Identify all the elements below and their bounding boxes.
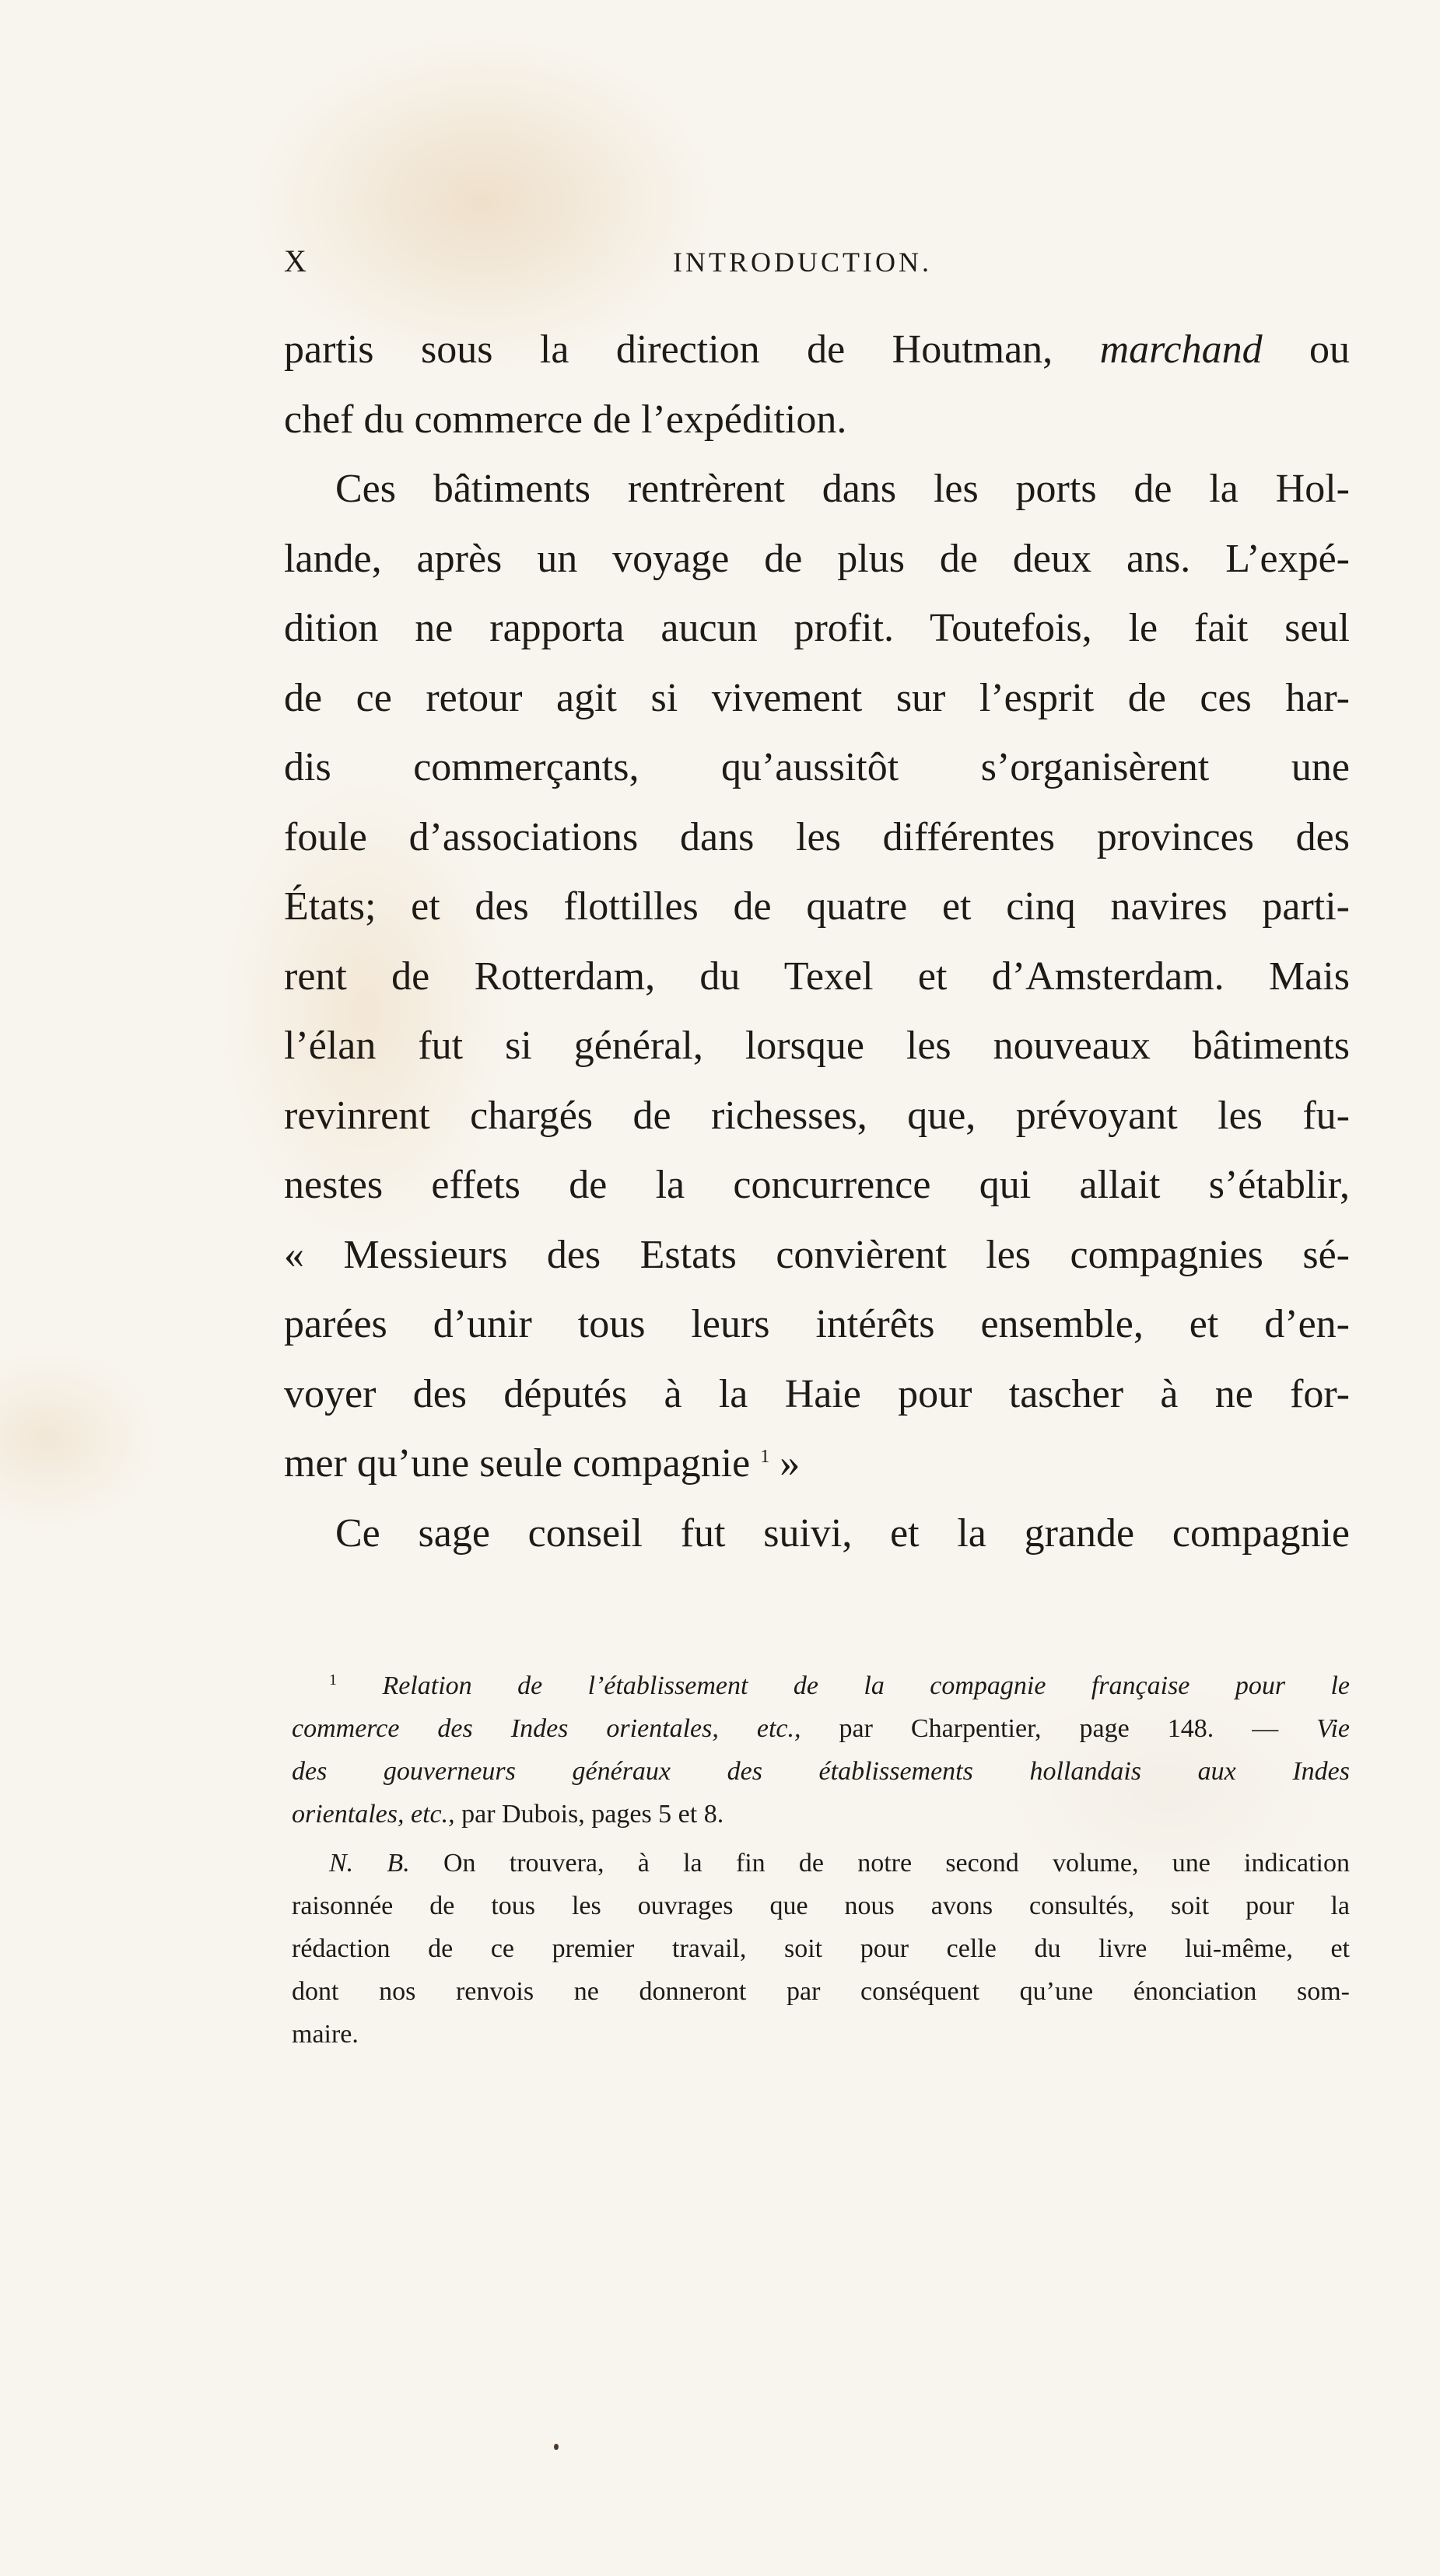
footnote-line: orientales, etc., par Dubois, pages 5 et 8.	[292, 1800, 724, 1829]
footnote-line: dont nos renvois ne donneront par conséquent qu’une énonciation som-	[292, 1977, 1350, 2006]
text-line: États; et des flottilles de quatre et cinq navires parti-	[284, 884, 1350, 929]
italic-word: marchand	[1099, 327, 1263, 372]
text-line: Ce sage conseil fut suivi, et la grande compagnie	[335, 1510, 1350, 1556]
text-line: lande, après un voyage de plus de deux ans. L’expé-	[284, 536, 1350, 581]
footnote-line: $^1$ Relation de l’établissement de la compagnie française pour le	[329, 1671, 1351, 1700]
footnote-line: raisonnée de tous les ouvrages que nous avons consultés, soit pour la	[292, 1892, 1350, 1920]
footnote-line: N. B. On trouvera, à la fin de notre second volume, une indication	[329, 1849, 1351, 1878]
text-line: chef du commerce de l’expédition.	[284, 397, 847, 442]
text-line: revinrent chargés de richesses, que, prévoyant les fu-	[284, 1093, 1350, 1138]
footnote-reference[interactable]: 1	[760, 1447, 770, 1467]
text-line: dition ne rapporta aucun profit. Toutefois, le fait seul	[284, 606, 1350, 650]
text-line: Ces bâtiments rentrèrent dans les ports de la Hol-	[335, 467, 1350, 511]
main-text	[284, 315, 1350, 1568]
text-line: partis sous la direction de Houtman, marchand ou	[284, 327, 1351, 372]
text-line: voyer des députés à la Haie pour tascher à ne for-	[284, 1371, 1350, 1416]
text-line: l’élan fut si général, lorsque les nouveaux bâtiments	[284, 1024, 1350, 1068]
ink-speck	[554, 2444, 559, 2450]
text-line: parées d’unir tous leurs intérêts ensemble, et d’en-	[284, 1302, 1350, 1346]
footnote-gap	[292, 1836, 1350, 1842]
footnote-line: maire.	[292, 2020, 359, 2049]
text-line: mer qu’une seule compagnie $^1$ »	[284, 1441, 801, 1486]
folio-page-number: X	[284, 243, 308, 278]
nota-bene: N. B.	[329, 1849, 410, 1878]
page-header	[284, 243, 1350, 289]
text-line: nestes effets de la concurrence qui allait s’établir,	[284, 1163, 1350, 1207]
footnote-line: commerce des Indes orientales, etc., par Charpentier, page 148. — Vie	[292, 1714, 1350, 1743]
text-line: de ce retour agit si vivement sur l’esprit de ces har-	[284, 675, 1350, 720]
footnotes	[292, 1664, 1350, 2056]
text-line: « Messieurs des Estats convièrent les compagnies sé-	[284, 1232, 1350, 1277]
text-line: foule d’associations dans les différentes provinces des	[284, 814, 1350, 859]
footnote-marker: 1	[329, 1671, 337, 1689]
footnote-line: rédaction de ce premier travail, soit pour celle du livre lui-même, et	[292, 1934, 1350, 1963]
text-line: rent de Rotterdam, du Texel et d’Amsterdam. Mais	[284, 954, 1350, 999]
footnote-line: des gouverneurs généraux des établissements hollandais aux Indes	[292, 1757, 1350, 1786]
running-title: INTRODUCTION.	[673, 247, 932, 278]
text-line: dis commerçants, qu’aussitôt s’organisèrent une	[284, 745, 1350, 789]
